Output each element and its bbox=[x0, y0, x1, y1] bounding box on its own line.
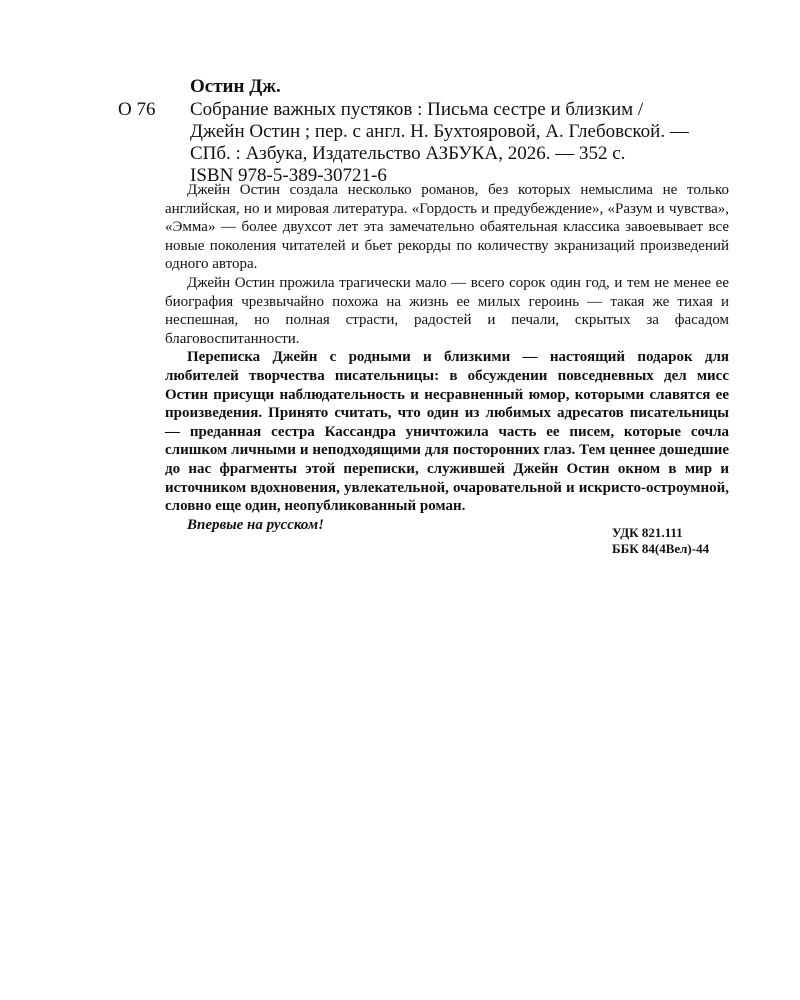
annotation-paragraph: Переписка Джейн с родными и близкими — настоящий подарок для любителей творчества писательницы: в обсуждении повседневных дел мисс Остин присущи наблюдательность и несравненный юмор, которыми славятся ее произведения. Принято считать, что один из любимых адресатов писательницы — преданная сестра Кассандра уничтожила часть ее писем, которые сочла слишком личными и неподходящими для посторонних глаз. Тем ценнее дошедшие до нас фрагменты этой переписки, служившей Джейн Остин окном в мир и источником вдохновения, увлекательной, очаровательной и искристо-остроумной, словно еще один, неопубликованный роман. bbox=[165, 349, 729, 515]
first-in-russian-note: Впервые на русском! bbox=[187, 516, 324, 533]
bbk-code: ББК 84(4Вел)-44 bbox=[612, 541, 710, 556]
annotation bbox=[165, 181, 729, 534]
title-line: СПб. : Азбука, Издательство АЗБУКА, 2026. — 352 с. bbox=[190, 143, 626, 164]
udk-code: УДК 821.111 bbox=[612, 525, 683, 540]
annotation-paragraph: Джейн Остин прожила трагически мало — всего сорок один год, и тем не менее ее биография чрезвычайно похожа на жизнь ее милых героинь — такая же тихая и неспешная, но полная страсти, радостей и печали, скрытых за фасадом благовоспитанности. bbox=[165, 274, 729, 347]
title-line: Собрание важных пустяков : Письма сестре и близким / bbox=[190, 99, 644, 120]
classification-codes bbox=[612, 525, 709, 557]
bibliographic-description bbox=[190, 99, 750, 187]
isbn: ISBN 978-5-389-30721-6 bbox=[190, 165, 387, 186]
annotation-paragraph: Джейн Остин создала несколько романов, без которых немыслима не только английская, но и мировая литература. «Гордость и предубеждение», «Разум и чувства», «Эмма» — более двухсот лет эта замечательно обаятельная классика завоевывает все новые поколения читателей и бьет рекорды по количеству экранизаций произведений одного автора. bbox=[165, 182, 729, 273]
title-line: Джейн Остин ; пер. с англ. Н. Бухтояровой, А. Глебовской. — bbox=[190, 121, 689, 142]
shelf-code: О 76 bbox=[118, 99, 156, 120]
author-heading: Остин Дж. bbox=[190, 76, 281, 97]
